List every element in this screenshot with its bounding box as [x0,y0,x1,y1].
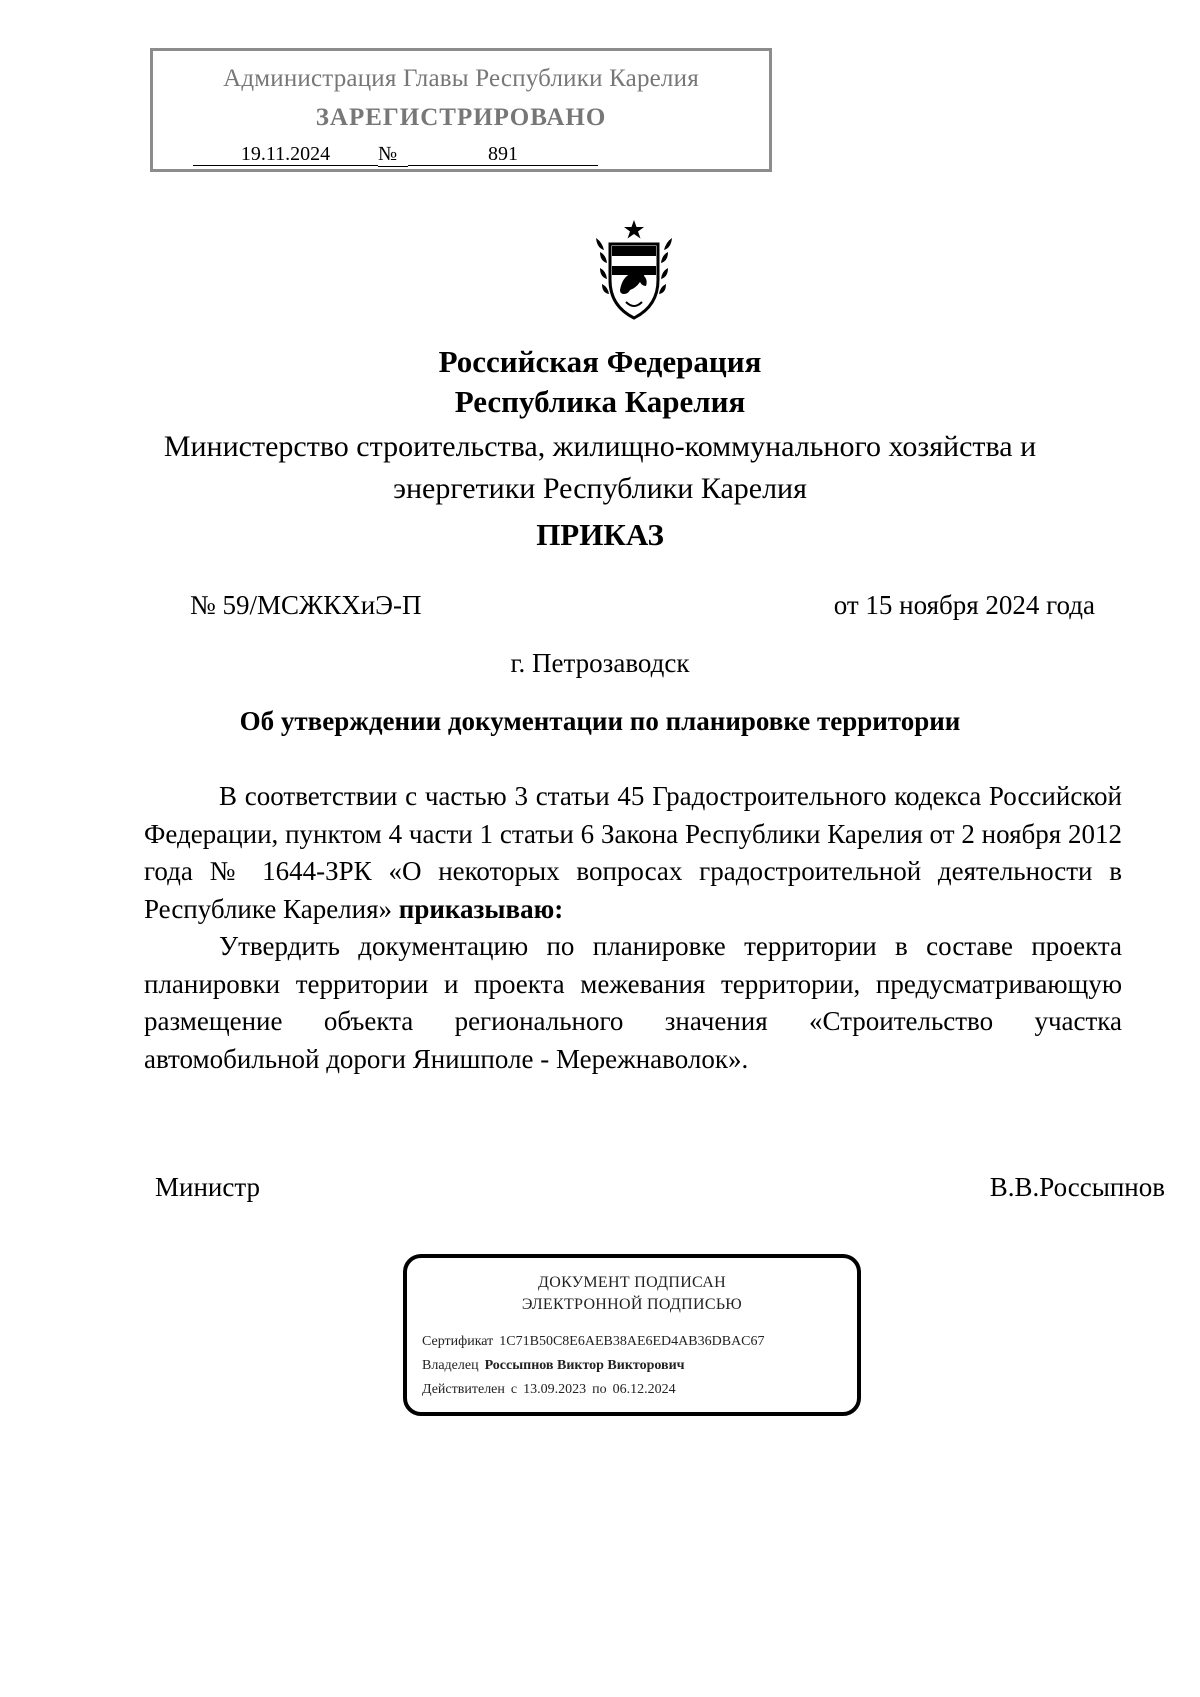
electronic-signature-stamp [403,1254,861,1416]
registration-stamp-details [193,143,598,167]
signer-title: Министр [155,1172,260,1202]
header-country: Российская Федерация [438,344,762,379]
header-republic: Республика Карелия [454,384,746,419]
registration-stamp-status: ЗАРЕГИСТРИРОВАНО [315,104,607,131]
registration-stamp-authority: Администрация Главы Республики Карелия [223,65,699,92]
esign-title-line2: ЭЛЕКТРОННОЙ ПОДПИСЬЮ [521,1296,743,1313]
esign-certificate-value: 1C71B50C8E6AEB38AE6ED4AB36DBAC67 [499,1334,765,1349]
esign-valid-to: 06.12.2024 [612,1382,676,1397]
registration-date: 19.11.2024 [193,143,378,166]
esign-owner-label: Владелец [422,1358,479,1373]
esign-owner [422,1358,685,1374]
esign-title-line1: ДОКУМЕНТ ПОДПИСАН [538,1274,726,1291]
order-subject: Об утверждении документации по планировке территории [239,706,961,736]
body-paragraph-1 [144,778,1122,928]
esign-validity [422,1382,676,1398]
esign-certificate [422,1334,765,1350]
esign-valid-to-label: по [592,1382,607,1397]
registration-stamp [150,48,772,172]
esign-valid-from: 13.09.2023 [523,1382,587,1397]
body-paragraph-1-text: В соответствии с частью 3 статьи 45 Градостроительного кодекса Российской Федерации, пунктом 4 части 1 статьи 6 Закона Республики Карелия от 2 ноября 2012 года № 1644-ЗРК «О некоторых вопросах градостроительной деятельности в Республике Карелия» [144,781,1122,924]
body-paragraph-2: Утвердить документацию по планировке территории в составе проекта планировки территории и проекта межевания территории, предусматривающую размещение объекта регионального значения «Строительство участка автомобильной дороги Янишполе - Мережнаволок». [144,931,1122,1074]
order-number: № 59/МСЖКХиЭ-П [190,590,422,620]
order-body [144,778,1122,1078]
esign-valid-label: Действителен [422,1382,505,1397]
karelia-coat-of-arms-icon [590,218,678,322]
header-ministry-line1: Министерство строительства, жилищно-коммунального хозяйства и [163,430,1037,463]
header-ministry-line2: энергетики Республики Карелия [393,472,807,505]
esign-valid-from-label: с [510,1382,518,1397]
esign-owner-value: Россыпнов Виктор Викторович [484,1358,685,1373]
header-doc-type: ПРИКАЗ [536,517,664,552]
body-paragraph-1-directive: приказываю: [398,893,564,924]
esign-certificate-label: Сертификат [422,1334,494,1349]
order-city: г. Петрозаводск [510,648,690,678]
registration-number-label: № [378,143,408,167]
order-date: от 15 ноября 2024 года [833,590,1095,620]
signer-name: В.В.Россыпнов [989,1172,1165,1202]
registration-number: 891 [408,143,598,166]
